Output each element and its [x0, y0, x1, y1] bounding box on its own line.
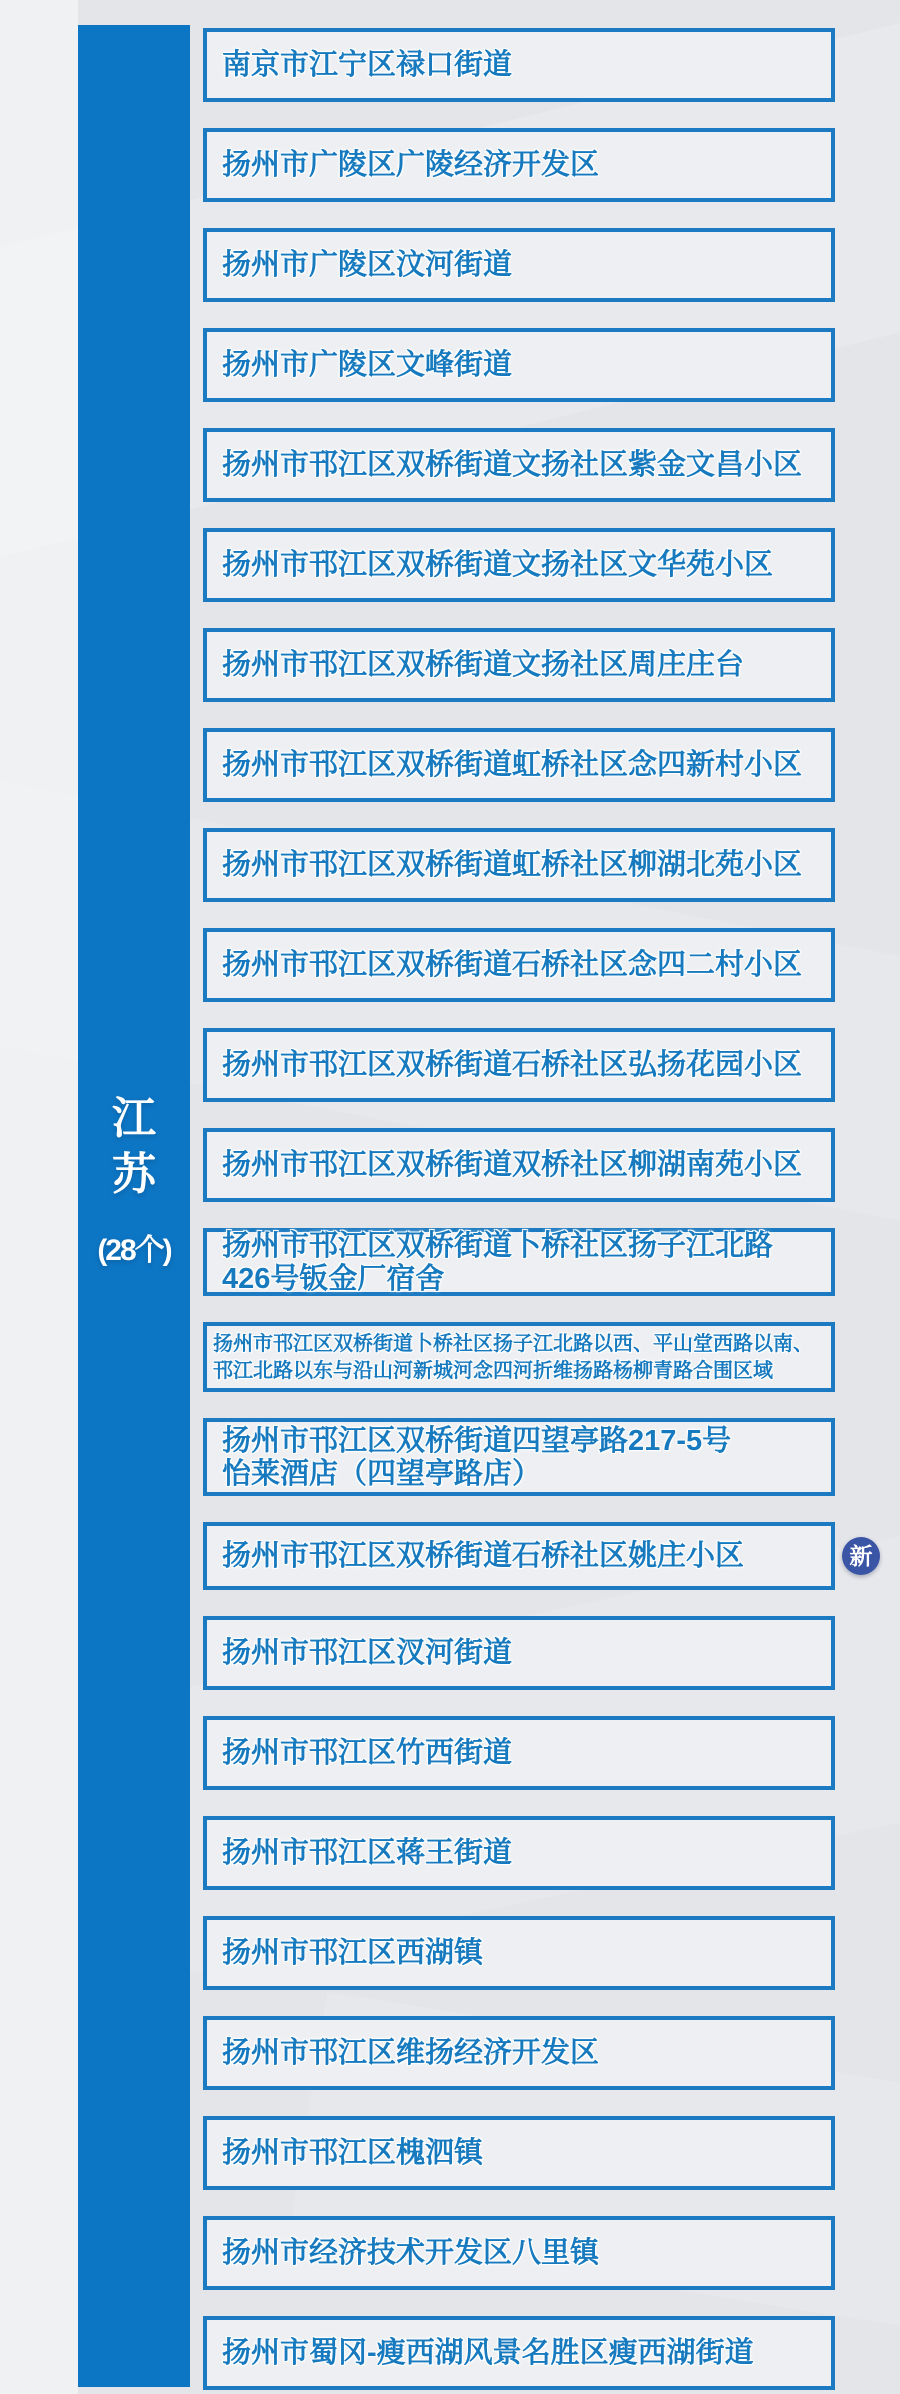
- list-item: [203, 728, 835, 802]
- list-item: [203, 28, 835, 102]
- list-item-text: 南京市江宁区禄口街道: [222, 49, 513, 81]
- new-badge: 新: [842, 1537, 880, 1575]
- list-item-text: 扬州市邗江区双桥街道虹桥社区念四新村小区: [222, 749, 803, 781]
- list-item: [203, 1916, 835, 1990]
- province-char-2: 苏: [112, 1150, 156, 1199]
- list-item: [203, 628, 835, 702]
- list-item-text: 扬州市邗江区双桥街道四望亭路217-5号: [222, 1424, 732, 1457]
- list-item-text: 扬州市广陵区广陵经济开发区: [222, 149, 600, 181]
- list-item-text: 邗江北路以东与沿山河新城河念四河折维扬路杨柳青路合围区域: [213, 1359, 773, 1382]
- list-item-text: 扬州市邗江区竹西街道: [222, 1737, 513, 1769]
- list-item: [203, 928, 835, 1002]
- list-item-text: 扬州市经济技术开发区八里镇: [222, 2237, 600, 2269]
- province-label: [78, 1091, 190, 1269]
- background-light-band: [0, 0, 78, 2394]
- list-item: [203, 2116, 835, 2190]
- list-item-text: 扬州市邗江区双桥街道卜桥社区扬子江北路: [222, 1229, 774, 1262]
- list-item-text: 扬州市邗江区双桥街道虹桥社区柳湖北苑小区: [222, 849, 803, 881]
- list-item-text: 扬州市邗江区双桥街道双桥社区柳湖南苑小区: [222, 1149, 803, 1181]
- list-item: [203, 2216, 835, 2290]
- list-item: [203, 2316, 835, 2390]
- list-item-text: 扬州市邗江区维扬经济开发区: [222, 2037, 600, 2069]
- province-count: (28个): [97, 1234, 171, 1267]
- list-item-text: 扬州市广陵区文峰街道: [222, 349, 513, 381]
- list-item: [203, 1816, 835, 1890]
- province-char-1: 江: [112, 1094, 156, 1143]
- list-item-text: 扬州市邗江区蒋王街道: [222, 1837, 513, 1869]
- list-item-text: 426号钣金厂宿舍: [222, 1262, 445, 1295]
- list-item-text: 扬州市邗江区汊河街道: [222, 1637, 513, 1669]
- area-list: [203, 28, 873, 2394]
- list-item: [203, 2016, 835, 2090]
- list-item-text: 扬州市邗江区槐泗镇: [222, 2137, 484, 2169]
- list-item: [203, 1716, 835, 1790]
- list-item: [203, 1028, 835, 1102]
- list-item-text: 扬州市蜀冈-瘦西湖风景名胜区瘦西湖街道: [222, 2337, 754, 2369]
- list-item-text: 扬州市邗江区双桥街道文扬社区文华苑小区: [222, 549, 774, 581]
- list-item-text: 怡莱酒店（四望亭路店）: [222, 1457, 542, 1490]
- list-item: [203, 528, 835, 602]
- list-item: [203, 1228, 835, 1296]
- list-item: [203, 328, 835, 402]
- list-item-text: 扬州市邗江区双桥街道文扬社区周庄庄台: [222, 649, 745, 681]
- list-item: [203, 428, 835, 502]
- list-item-text: 扬州市邗江区双桥街道石桥社区姚庄小区: [222, 1540, 745, 1572]
- list-item: [203, 1322, 835, 1392]
- list-item-text: 扬州市邗江区双桥街道石桥社区弘扬花园小区: [222, 1049, 803, 1081]
- list-item-text: 扬州市邗江区西湖镇: [222, 1937, 484, 1969]
- list-item: [203, 1522, 873, 1590]
- list-item: [203, 828, 835, 902]
- list-item: [203, 1616, 835, 1690]
- list-item: [203, 1128, 835, 1202]
- list-item-text: 扬州市邗江区双桥街道石桥社区念四二村小区: [222, 949, 803, 981]
- list-item-text: 扬州市邗江区双桥街道文扬社区紫金文昌小区: [222, 449, 803, 481]
- list-item: [203, 1418, 835, 1496]
- list-item-text: 扬州市广陵区汶河街道: [222, 249, 513, 281]
- list-item: [203, 228, 835, 302]
- province-bar: [78, 25, 190, 2387]
- list-item: [203, 128, 835, 202]
- list-item-text: 扬州市邗江区双桥街道卜桥社区扬子江北路以西、平山堂西路以南、: [213, 1332, 813, 1355]
